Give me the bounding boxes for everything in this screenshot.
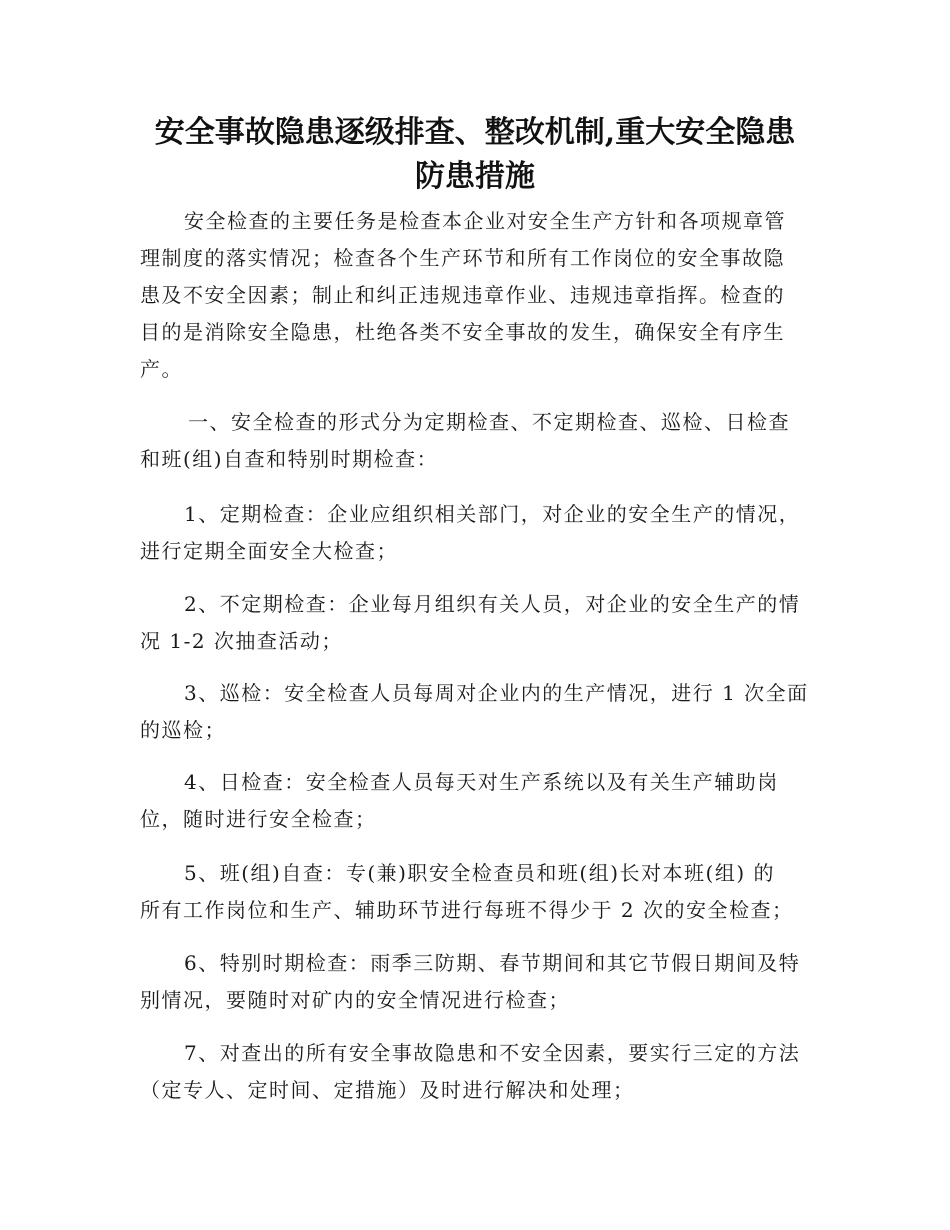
paragraph-line: 理制度的落实情况；检查各个生产环节和所有工作岗位的安全事故隐 [140,246,785,270]
paragraph-line: 别情况，要随时对矿内的安全情况进行检查； [140,988,570,1012]
paragraph-line: 况 1-2 次抽查活动； [140,629,343,653]
paragraph-line: 2、不定期检查：企业每月组织有关人员，对企业的安全生产的情 [184,592,801,616]
paragraph-line: 一、安全检查的形式分为定期检查、不定期检查、巡检、日检查 [188,410,790,434]
paragraph-line: 患及不安全因素；制止和纠正违规违章作业、违规违章指挥。检查的 [140,283,785,307]
document-title-line-1: 安全事故隐患逐级排查、整改机制,重大安全隐患 [154,115,796,150]
paragraph-line: 安全检查的主要任务是检查本企业对安全生产方针和各项规章管 [184,209,786,233]
item-1-paragraph [140,496,810,570]
paragraph-line: 5、班(组)自查：专(兼)职安全检查员和班(组)长对本班(组) 的 [184,861,776,885]
paragraph-line: （定专人、定时间、定措施）及时进行解决和处理； [140,1078,635,1102]
paragraph-line: 1、定期检查：企业应组织相关部门，对企业的安全生产的情况， [184,502,801,526]
document-title-line-2: 防患措施 [415,159,535,194]
item-5-paragraph [140,855,810,929]
item-3-paragraph [140,675,810,749]
paragraph-line: 的巡检； [140,718,226,742]
section-one-paragraph [140,404,810,478]
paragraph-line: 4、日检查：安全检查人员每天对生产系统以及有关生产辅助岗 [184,770,779,794]
item-7-paragraph [140,1035,810,1109]
paragraph-line: 目的是消除安全隐患，杜绝各类不安全事故的发生，确保安全有序生 [140,320,785,344]
paragraph-line: 3、巡检：安全检查人员每周对企业内的生产情况，进行 1 次全面 [184,681,809,705]
paragraph-line: 进行定期全面安全大检查； [140,539,398,563]
paragraph-line: 产。 [140,357,183,381]
paragraph-line: 7、对查出的所有安全事故隐患和不安全因素，要实行三定的方法 [184,1041,801,1065]
paragraph-line: 位，随时进行安全检查； [140,807,377,831]
paragraph-line: 所有工作岗位和生产、辅助环节进行每班不得少于 2 次的安全检查； [140,898,794,922]
paragraph-line: 和班(组)自查和特别时期检查： [140,447,439,471]
item-6-paragraph [140,945,810,1019]
paragraph-line: 6、特别时期检查：雨季三防期、春节期间和其它节假日期间及特 [184,951,801,975]
item-2-paragraph [140,586,810,660]
intro-paragraph [140,203,810,388]
item-4-paragraph [140,764,810,838]
